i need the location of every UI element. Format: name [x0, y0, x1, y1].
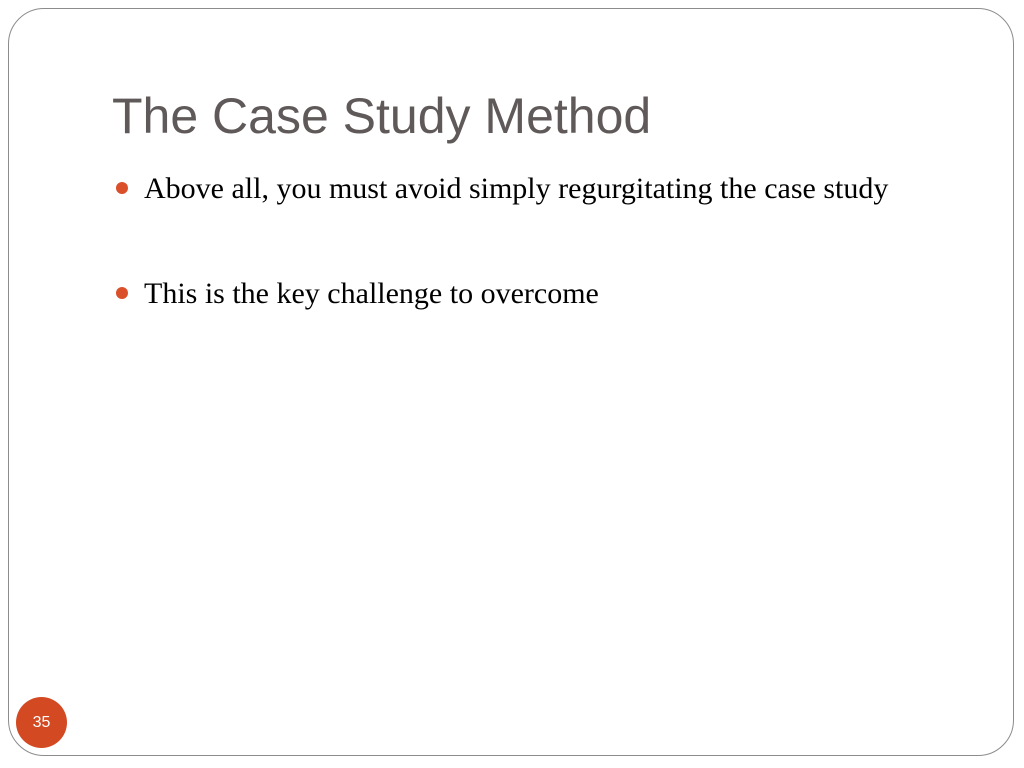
bullet-dot-icon	[116, 287, 128, 299]
bullet-list	[116, 168, 996, 315]
page-number-badge: 35	[16, 697, 67, 748]
bullet-text: Above all, you must avoid simply regurgitating the case study	[144, 172, 889, 205]
bullet-item	[116, 168, 996, 210]
slide-title: The Case Study Method	[112, 88, 652, 144]
bullet-item	[116, 273, 996, 315]
bullet-text: This is the key challenge to overcome	[144, 277, 599, 310]
bullet-dot-icon	[116, 182, 128, 194]
